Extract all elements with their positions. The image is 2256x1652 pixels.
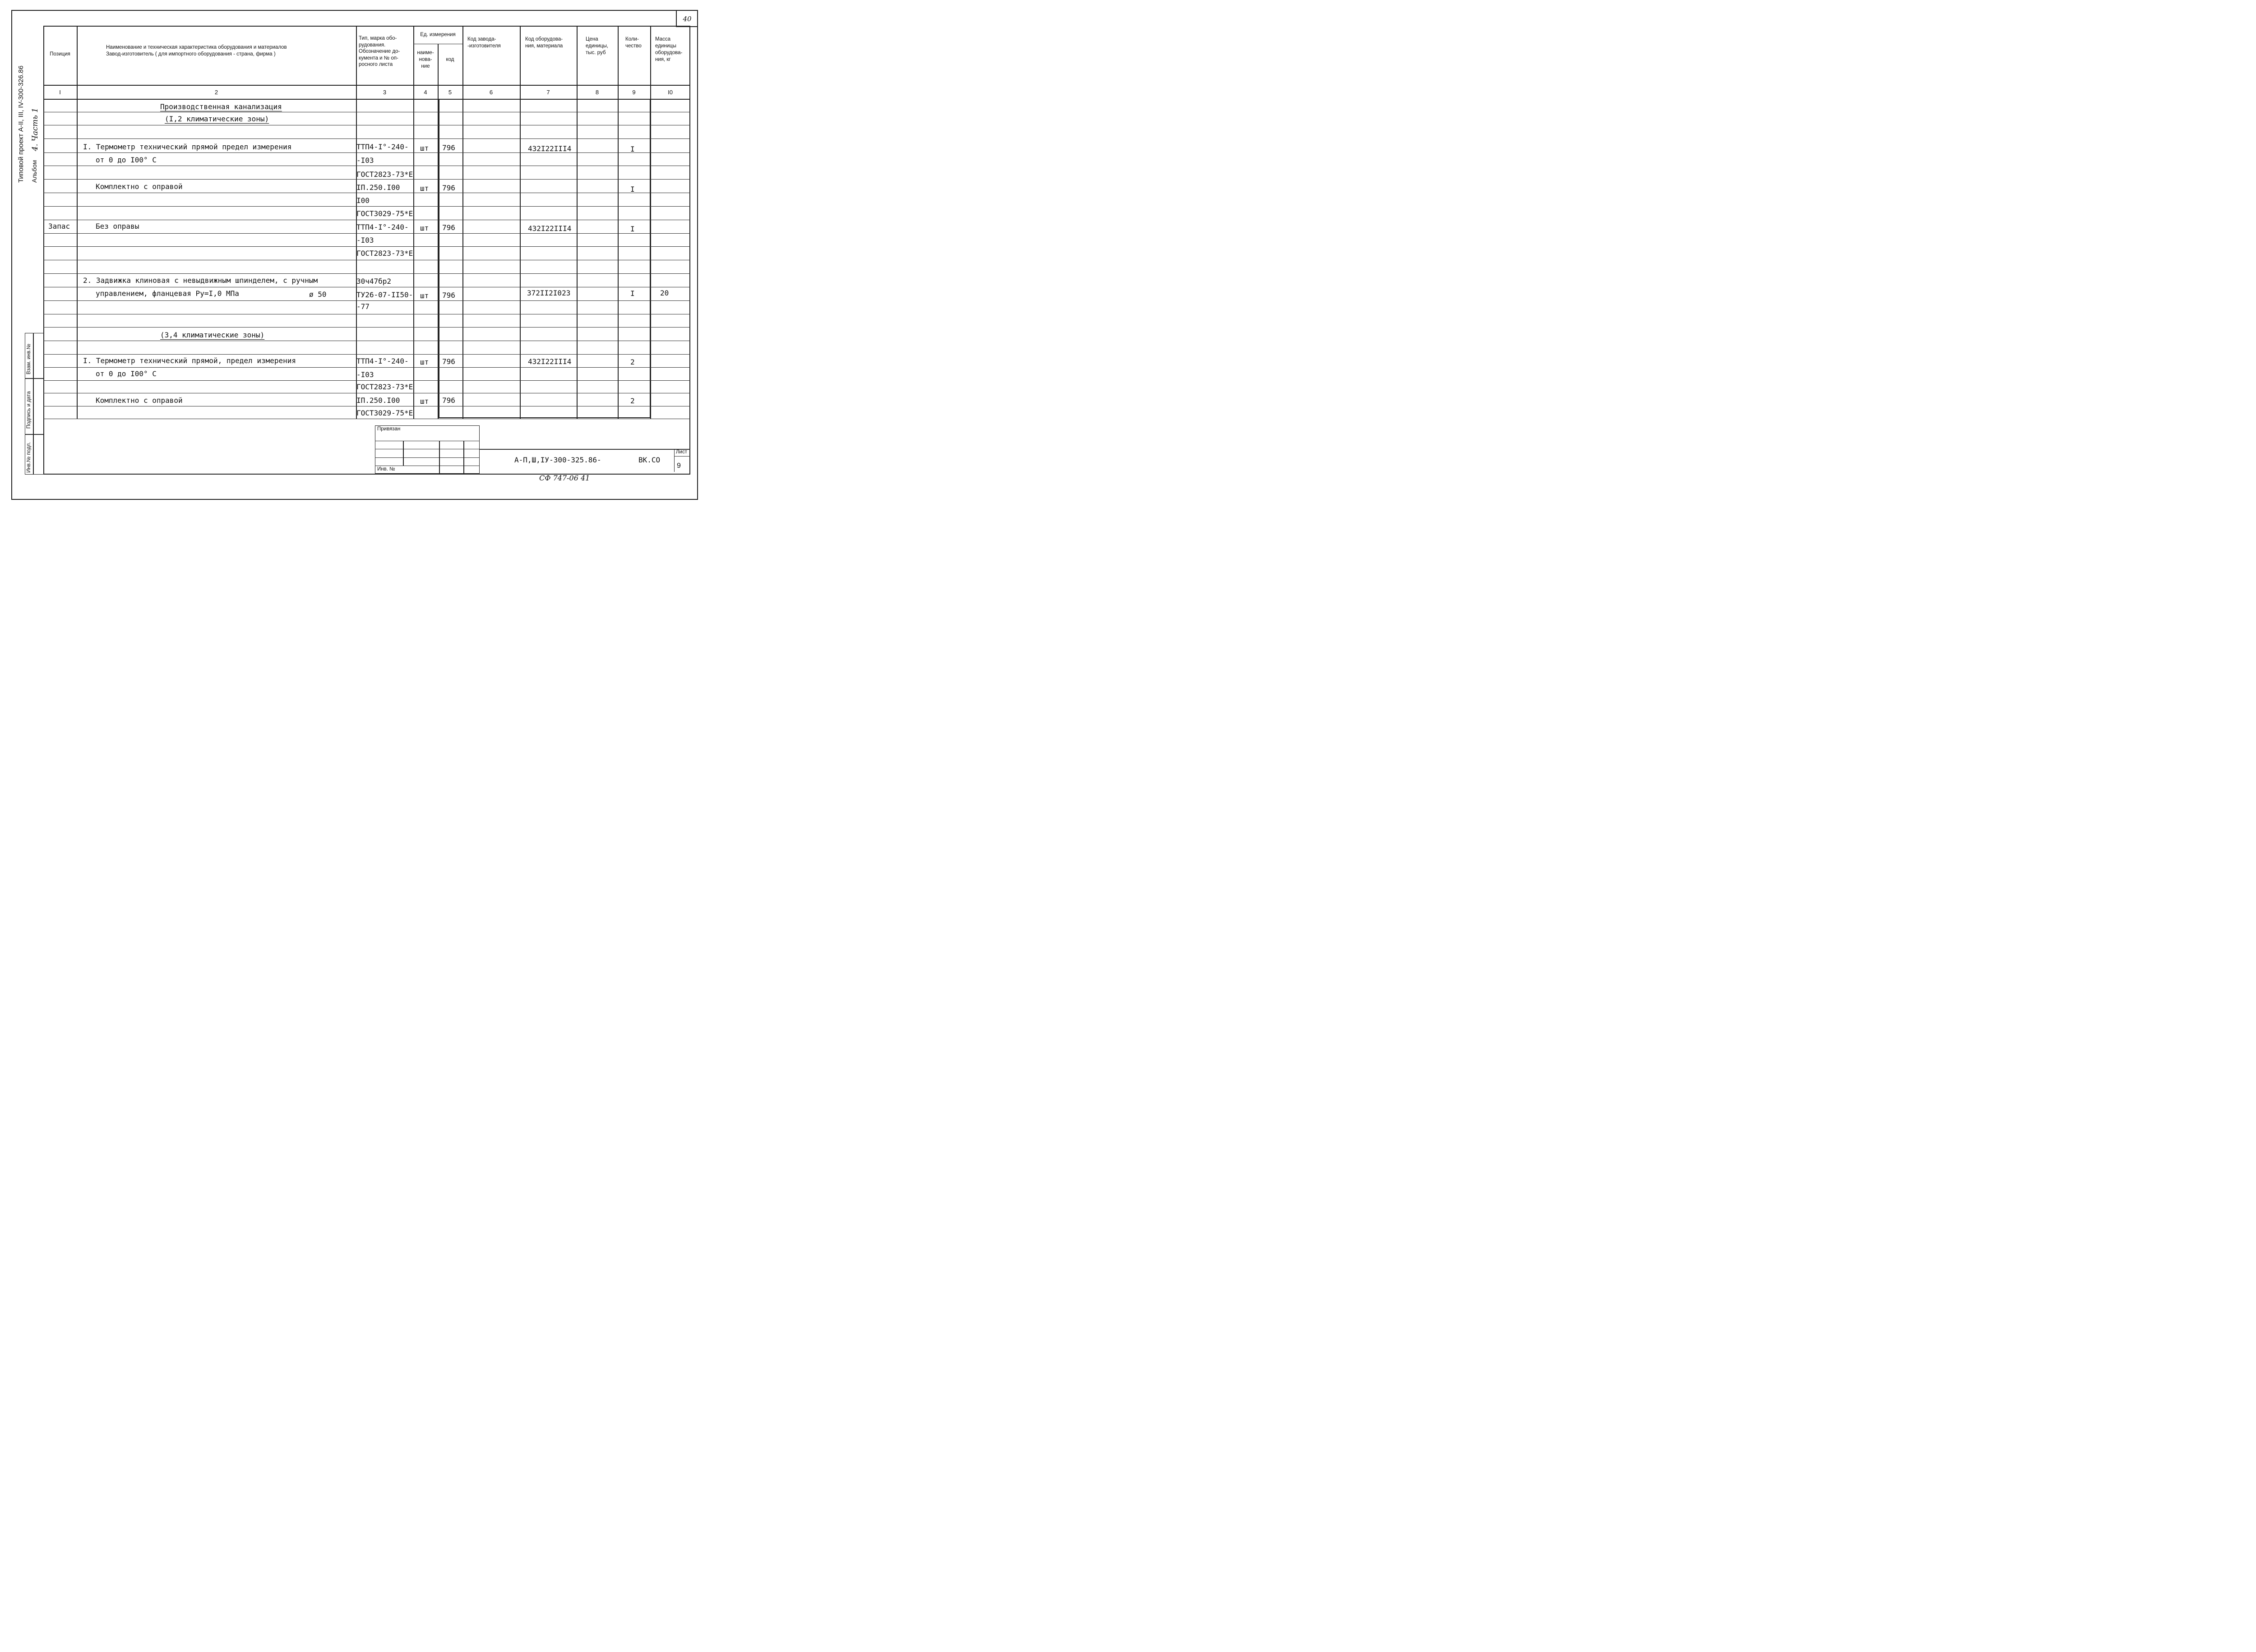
list-number: 9 xyxy=(677,462,681,470)
hdr-equip-line: ния, материала xyxy=(525,43,563,49)
hdr-name-line1: Наименование и техническая характеристика оборудования и материалов xyxy=(106,45,287,50)
item-unit-code: 796 xyxy=(442,357,455,366)
item-equip-code: 432I22III4 xyxy=(528,144,572,153)
item-type: -I03 xyxy=(356,156,374,165)
hdr-unit-name-line: наиме- xyxy=(417,50,434,55)
item-name: Комплектно с оправой xyxy=(96,182,183,191)
stamp-inv-no: Инв. № xyxy=(377,466,395,472)
doc-mark: ВК.СО xyxy=(638,456,661,464)
item-mass: 20 xyxy=(660,289,669,297)
item-qty: 2 xyxy=(630,397,635,405)
footer-handwritten: СФ 747-06 41 xyxy=(539,474,590,482)
item-unit: шт xyxy=(420,224,429,232)
hdr-type-line: Тип, марка обо- xyxy=(359,36,397,41)
stamp-label-replaced: Взам. инв.№ xyxy=(26,343,32,374)
row-line xyxy=(43,246,690,247)
item-name: Комплектно с оправой xyxy=(96,396,183,405)
hdr-qty-line: чество xyxy=(625,43,642,49)
item-unit: шт xyxy=(420,184,429,193)
item-equip-code: 432I22III4 xyxy=(528,357,572,366)
row-line xyxy=(43,354,690,355)
hdr-unit-name xyxy=(413,50,438,70)
hdr-factory-line: Код завода- xyxy=(467,37,496,42)
colnum-2: 2 xyxy=(214,89,218,96)
item-unit-code: 796 xyxy=(442,396,455,405)
row-line xyxy=(43,233,690,234)
hdr-price-line: единицы, xyxy=(586,43,609,49)
section-subtitle: (I,2 климатические зоны) xyxy=(165,115,269,123)
colnum-6: 6 xyxy=(489,89,493,96)
hdr-type-line: Обозначение до- xyxy=(359,49,400,54)
hdr-type xyxy=(359,35,412,68)
page-number: 40 xyxy=(676,11,698,27)
item-name: от 0 до I00° С xyxy=(96,156,157,164)
colnum-bottom-line xyxy=(43,99,690,100)
left-stamp-inner-line xyxy=(33,333,34,475)
hdr-type-line: кумента и № оп- xyxy=(359,55,398,61)
item-name: Без оправы xyxy=(96,222,139,231)
hdr-unit-code: код xyxy=(446,57,454,62)
item-unit-code: 796 xyxy=(442,291,455,300)
section-title: Производственная канализация xyxy=(160,102,282,111)
item-qty: I xyxy=(630,225,635,233)
section-subtitle: (3,4 климатические зоны) xyxy=(160,331,265,339)
colnum-10: I0 xyxy=(668,89,673,96)
hdr-qty xyxy=(625,36,651,50)
hdr-name-line2: Завод-изготовитель ( для импортного оборудования - страна, фирма ) xyxy=(106,51,276,57)
row-line xyxy=(43,152,690,153)
stamp-privyazan: Привязан xyxy=(377,426,401,432)
colnum-8: 8 xyxy=(595,89,599,96)
hdr-price xyxy=(586,36,617,56)
colnum-5: 5 xyxy=(448,89,452,96)
item-qty: I xyxy=(630,145,635,153)
item-type: ТТП4-I°-240- xyxy=(356,223,409,231)
hdr-equip-line: Код оборудова- xyxy=(525,37,563,42)
hdr-price-line: Цена xyxy=(586,37,598,42)
item-type: ГОСТ2823-73*Е xyxy=(356,383,413,391)
item-unit-code: 796 xyxy=(442,184,455,192)
item-unit: шт xyxy=(420,358,429,366)
stamp-col-line xyxy=(439,441,440,474)
item-type: 30ч47бр2 xyxy=(356,277,392,286)
row-line xyxy=(43,367,690,368)
item-name: I. Термометр технический прямой предел измерения xyxy=(83,143,292,151)
project-title: Типовой проект А-II, III, IV-300-326.86 xyxy=(17,65,25,183)
item-name: 2. Задвижка клиновая с невыдвижным шпинделем, с ручным xyxy=(83,276,318,285)
item-unit-code: 796 xyxy=(442,223,455,232)
colnum-7: 7 xyxy=(546,89,550,96)
hdr-mass-line: Масса xyxy=(655,37,671,42)
item-type: -I03 xyxy=(356,370,374,379)
hdr-price-line: тыс. руб xyxy=(586,50,606,55)
hdr-unit-name-line: ние xyxy=(421,64,430,69)
hdr-unit-name-line: нова- xyxy=(419,57,432,62)
item-type: ГОСТ3029-75*Е xyxy=(356,409,413,417)
hdr-type-line: рудования. xyxy=(359,42,386,48)
colnum-9: 9 xyxy=(632,89,636,96)
item-unit: шт xyxy=(420,397,429,406)
hdr-factory xyxy=(467,36,518,50)
item-type: ТТП4-I°-240- xyxy=(356,357,409,365)
item-type: -77 xyxy=(356,302,370,311)
item-qty: I xyxy=(630,289,635,298)
colnum-1: I xyxy=(59,89,61,96)
item-name: I. Термометр технический прямой, предел измерения xyxy=(83,356,296,365)
item-equip-code: 372II2I023 xyxy=(527,289,571,297)
album-label: Альбом xyxy=(31,160,38,183)
hdr-mass-line: ния, кг xyxy=(655,57,671,62)
row-line xyxy=(43,179,690,180)
item-name: от 0 до I00° С xyxy=(96,369,157,378)
stamp-col-line xyxy=(403,441,404,466)
item-type: -I03 xyxy=(356,236,374,245)
item-unit: шт xyxy=(420,144,429,152)
row-line xyxy=(43,300,690,301)
item-unit: шт xyxy=(420,291,429,300)
row-line xyxy=(43,380,690,381)
hdr-position: Позиция xyxy=(50,51,70,57)
stamp-label-inventory: Инв.№ подл. xyxy=(26,442,32,473)
item-type: ГОСТ2823-73*Е xyxy=(356,249,413,258)
item-name: управлением, фланцевая Ру=I,0 МПа xyxy=(96,289,239,298)
item-type: ТУ26-07-II50- xyxy=(356,291,413,299)
row-line xyxy=(43,206,690,207)
item-unit-code: 796 xyxy=(442,143,455,152)
album-part: 4. Часть 1 xyxy=(31,107,40,151)
hdr-qty-line: Коли- xyxy=(625,37,639,42)
item-position: Запас xyxy=(48,222,70,231)
item-type: ГОСТ2823-73*Е xyxy=(356,170,413,179)
item-diameter: ø 50 xyxy=(309,290,327,299)
left-stamp-divider xyxy=(25,378,44,379)
item-qty: I xyxy=(630,185,635,194)
hdr-mass-line: единицы xyxy=(655,43,676,49)
colnum-4: 4 xyxy=(424,89,427,96)
item-type: ТТП4-I°-240- xyxy=(356,143,409,151)
item-type: I00 xyxy=(356,196,370,205)
row-line xyxy=(43,138,690,139)
item-type: ГОСТ3029-75*Е xyxy=(356,209,413,218)
left-stamp-divider xyxy=(25,434,44,435)
item-equip-code: 432I22III4 xyxy=(528,224,572,233)
item-type: IП.250.I00 xyxy=(356,183,400,192)
item-type: IП.250.I00 xyxy=(356,396,400,405)
stamp-label-signature: Подпись и дата xyxy=(26,391,32,429)
header-bottom-line xyxy=(43,85,690,86)
hdr-mass-line: оборудова- xyxy=(655,50,683,55)
row-line xyxy=(43,273,690,274)
list-label: Лист xyxy=(676,449,687,455)
stamp-col-line xyxy=(463,441,464,474)
row-line xyxy=(43,327,690,328)
title-block-top xyxy=(480,449,690,450)
doc-code: А-П,Ш,IУ-300-325.86- xyxy=(514,456,601,464)
colnum-3: 3 xyxy=(383,89,387,96)
item-qty: 2 xyxy=(630,358,635,366)
hdr-mass xyxy=(655,36,689,63)
hdr-type-line: росного листа xyxy=(359,62,393,67)
hdr-unit: Ед. измерения xyxy=(420,32,456,37)
hdr-equip-code xyxy=(525,36,576,50)
list-divider xyxy=(674,456,690,457)
hdr-factory-line: -изготовителя xyxy=(467,43,501,49)
